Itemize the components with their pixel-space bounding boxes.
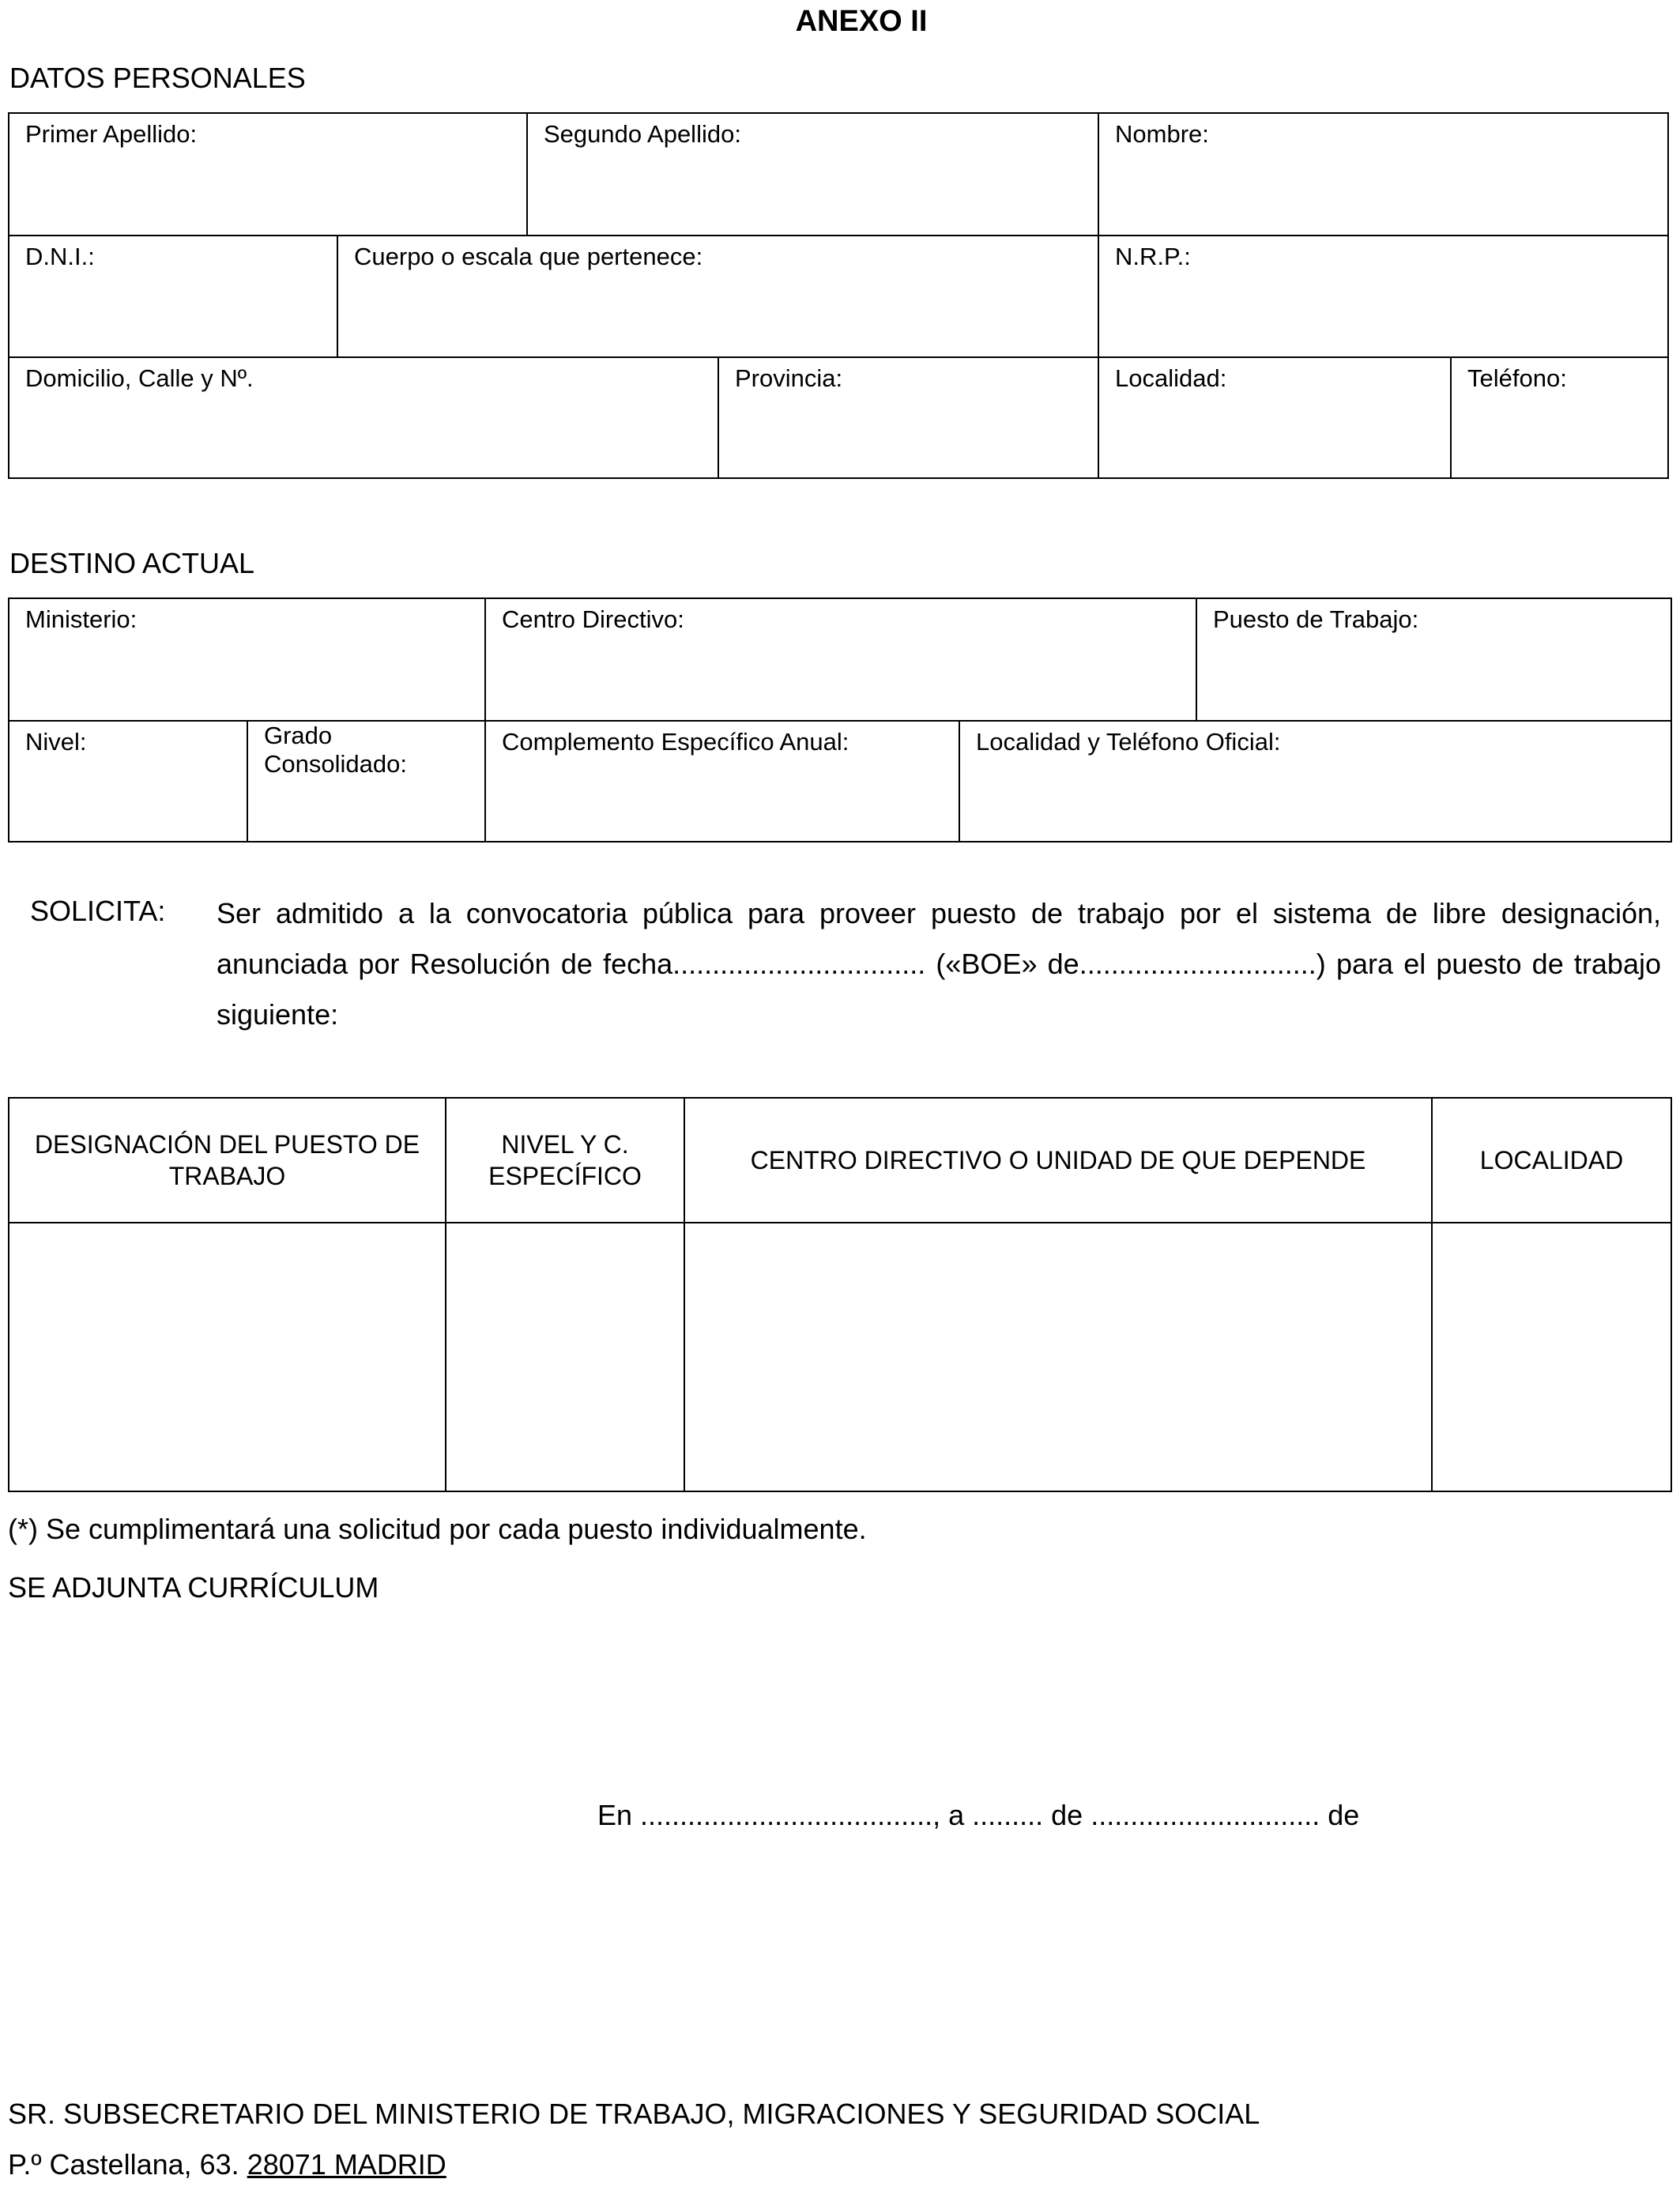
field-nivel[interactable] [9, 722, 248, 841]
table-cell-nivel[interactable] [446, 1223, 685, 1491]
field-label: Provincia: [735, 364, 843, 392]
field-ministerio[interactable] [9, 599, 486, 722]
table-header-centro-directivo: CENTRO DIRECTIVO O UNIDAD DE QUE DEPENDE [685, 1099, 1433, 1223]
section-heading-destino-actual: DESTINO ACTUAL [9, 547, 255, 579]
destino-actual-table [8, 598, 1672, 843]
solicita-text: Ser admitido a la convocatoria pública para proveer puesto de trabajo por el sistema de libre designación, anunciada por Resolución de fecha................................ («BOE» de..............................) para el puesto de trabajo siguiente: [217, 897, 1661, 1031]
field-label: Teléfono: [1467, 364, 1567, 392]
field-label: Domicilio, Calle y Nº. [25, 364, 254, 392]
field-label: Primer Apellido: [25, 120, 198, 148]
field-nrp[interactable] [1099, 236, 1667, 358]
field-cuerpo-escala[interactable] [338, 236, 1099, 358]
solicita-label: SOLICITA: [30, 895, 166, 927]
field-label: Localidad y Teléfono Oficial: [976, 728, 1281, 756]
field-centro-directivo[interactable] [486, 599, 1197, 722]
field-localidad-telefono-oficial[interactable] [960, 722, 1671, 841]
direccion-calle: P.º Castellana, 63. [8, 2148, 239, 2181]
puesto-table [8, 1097, 1672, 1492]
destinatario-text: SR. SUBSECRETARIO DEL MINISTERIO DE TRABAJO, MIGRACIONES Y SEGURIDAD SOCIAL [8, 2098, 1260, 2130]
table-cell-designacion[interactable] [9, 1223, 446, 1491]
field-label: Localidad: [1115, 364, 1227, 392]
field-provincia[interactable] [719, 358, 1099, 477]
field-label: N.R.P.: [1115, 243, 1191, 270]
field-dni[interactable] [9, 236, 338, 358]
field-primer-apellido[interactable] [9, 114, 528, 236]
table-cell-localidad[interactable] [1433, 1223, 1671, 1491]
table-header-nivel: NIVEL Y C. ESPECÍFICO [446, 1099, 685, 1223]
datos-personales-table [8, 112, 1669, 479]
field-label: Nivel: [25, 728, 87, 756]
section-heading-datos-personales: DATOS PERSONALES [9, 62, 306, 94]
field-label-line-2: Consolidado: [264, 750, 407, 778]
adjunta-curriculum-text: SE ADJUNTA CURRÍCULUM [8, 1571, 379, 1604]
table-header-localidad: LOCALIDAD [1433, 1099, 1671, 1223]
field-label: Nombre: [1115, 120, 1209, 148]
note-text: (*) Se cumplimentará una solicitud por cada puesto individualmente. [8, 1513, 867, 1545]
table-header-designacion: DESIGNACIÓN DEL PUESTO DE TRABAJO [9, 1099, 446, 1223]
field-grado-consolidado[interactable] [248, 722, 486, 841]
field-label: Puesto de Trabajo: [1213, 605, 1419, 633]
field-label: Complemento Específico Anual: [502, 728, 849, 756]
field-segundo-apellido[interactable] [528, 114, 1099, 236]
fecha-line: En ....................................., a ......... de ............................. de [597, 1799, 1360, 1831]
field-label: Cuerpo o escala que pertenece: [354, 243, 703, 270]
field-telefono[interactable] [1452, 358, 1667, 477]
field-label: Ministerio: [25, 605, 137, 633]
field-puesto-trabajo[interactable] [1197, 599, 1671, 722]
direccion-text [8, 2148, 446, 2181]
field-complemento-especifico[interactable] [486, 722, 960, 841]
table-cell-centro-directivo[interactable] [685, 1223, 1433, 1491]
page-title: ANEXO II [795, 5, 928, 38]
field-nombre[interactable] [1099, 114, 1667, 236]
field-domicilio[interactable] [9, 358, 719, 477]
field-localidad[interactable] [1099, 358, 1452, 477]
field-label: D.N.I.: [25, 243, 95, 270]
field-label-line-1: Grado [264, 722, 333, 749]
field-label: Segundo Apellido: [544, 120, 741, 148]
direccion-ciudad: 28071 MADRID [247, 2148, 446, 2181]
field-label: Centro Directivo: [502, 605, 684, 633]
